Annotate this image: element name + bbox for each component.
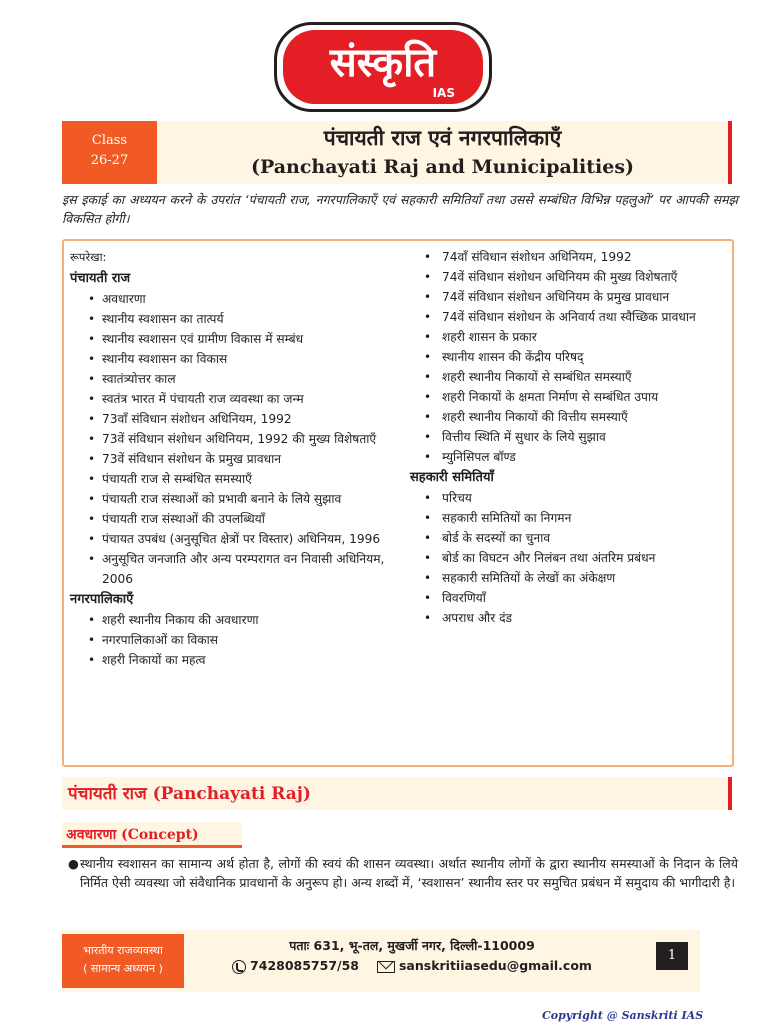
footer-contact-line — [192, 956, 632, 976]
list-item: • सहकारी समितियों के लेखों का अंकेक्षण — [410, 568, 728, 588]
list-item: • बोर्ड का विघटन और निलंबन तथा अंतरिम प्रबंधन — [410, 548, 728, 568]
list-municipalities — [70, 610, 410, 670]
title-box — [157, 121, 732, 184]
concept-paragraph — [62, 854, 738, 892]
list-item: • स्वातंत्र्योत्तर काल — [70, 369, 410, 389]
list-item: • स्थानीय शासन की केंद्रीय परिषद् — [410, 347, 728, 367]
list-item: • पंचायत उपबंध (अनुसूचित क्षेत्रों पर विस्तार) अधिनियम, 1996 — [70, 529, 410, 549]
logo-sub: IAS — [432, 86, 455, 100]
footer-phone: 7428085757/58 — [250, 958, 359, 973]
phone-icon — [232, 960, 246, 974]
list-item: • स्थानीय स्वशासन का विकास — [70, 349, 410, 369]
class-label: Class — [91, 133, 128, 148]
section-panchayati-raj: पंचायती राज — [70, 271, 131, 286]
list-item: • स्थानीय स्वशासन एवं ग्रामीण विकास में सम्बंध — [70, 329, 410, 349]
concept-heading: अवधारणा (Concept) — [66, 827, 199, 843]
footer-address: पताः 631, भू-तल, मुखर्जी नगर, दिल्ली-110009 — [289, 938, 535, 953]
section-municipalities: नगरपालिकाएँ — [70, 592, 134, 607]
section-cooperatives: सहकारी समितियाँ — [410, 470, 494, 485]
list-item: • शहरी स्थानीय निकायों से सम्बंधित समस्याएँ — [410, 367, 728, 387]
page-number: 1 — [656, 942, 688, 970]
bullet-icon: ● — [68, 856, 79, 871]
list-item: • पंचायती राज संस्थाओं को प्रभावी बनाने के लिये सुझाव — [70, 489, 410, 509]
section-band — [62, 777, 732, 810]
logo — [274, 22, 492, 112]
list-item: • शहरी निकायों के क्षमता निर्माण से सम्बंधित उपाय — [410, 387, 728, 407]
list-item: • 74वाँ संविधान संशोधन अधिनियम, 1992 — [410, 247, 728, 267]
list-item: • बोर्ड के सदस्यों का चुनाव — [410, 528, 728, 548]
footer-contact — [192, 936, 632, 976]
list-item: • स्वतंत्र भारत में पंचायती राज व्यवस्था का जन्म — [70, 389, 410, 409]
paragraph-text: स्थानीय स्वशासन का सामान्य अर्थ होता है, लोगों की स्वयं की शासन व्यवस्था। अर्थात स्थानीय लोगों के द्वारा स्थानीय समस्याओं के निदान के लिये निर्मित ऐसी व्यवस्था जो संवैधानिक प्रावधानों के अनुरूप हो। अन्य शब्दों में, ‘स्वशासन’ स्थानीय स्तर पर समुचित प्रबंधन में समुदाय की भागीदारी है। — [80, 856, 738, 890]
footer-subject-line1: भारतीय राजव्यवस्था — [83, 944, 163, 957]
list-item: • 74वें संविधान संशोधन अधिनियम की मुख्य विशेषताएँ — [410, 267, 728, 287]
list-cooperatives — [410, 488, 728, 628]
list-item: • अनुसूचित जनजाति और अन्य परम्परागत वन निवासी अधिनियम, 2006 — [70, 549, 410, 589]
footer-email: sanskritiiasedu@gmail.com — [398, 958, 592, 973]
list-item: • 73वें संविधान संशोधन के प्रमुख प्रावधान — [70, 449, 410, 469]
intro-text: इस इकाई का अध्ययन करने के उपरांत ‘पंचायती राज, नगरपालिकाएँ एवं सहकारी समितियाँ तथा उससे सम्बंधित विभिन्न पहलुओं’ पर आपकी समझ विकसित होगी। — [62, 192, 738, 226]
footer — [62, 930, 700, 992]
list-item: • अपराध और दंड — [410, 608, 728, 628]
list-item: • अवधारणा — [70, 289, 410, 309]
class-box — [62, 121, 157, 184]
class-number: 26-27 — [90, 153, 129, 168]
list-item: • 73वाँ संविधान संशोधन अधिनियम, 1992 — [70, 409, 410, 429]
logo-text: संस्कृति — [329, 39, 437, 86]
copyright: Copyright @ Sanskriti IAS — [542, 1009, 704, 1022]
list-item: • पंचायती राज संस्थाओं की उपलब्धियाँ — [70, 509, 410, 529]
mail-icon — [377, 961, 395, 973]
list-item: • स्थानीय स्वशासन का तात्पर्य — [70, 309, 410, 329]
list-item: • वित्तीय स्थिति में सुधार के लिये सुझाव — [410, 427, 728, 447]
list-item: • 73वें संविधान संशोधन अधिनियम, 1992 की मुख्य विशेषताएँ — [70, 429, 410, 449]
list-item: • विवरणियाँ — [410, 588, 728, 608]
title-english: (Panchayati Raj and Municipalities) — [250, 156, 635, 178]
list-item: • नगरपालिकाओं का विकास — [70, 630, 410, 650]
list-panchayati-raj — [70, 289, 410, 589]
footer-subject — [62, 934, 184, 988]
list-municipalities-cont — [410, 247, 728, 467]
outline-box — [62, 239, 734, 767]
list-item: • म्युनिसिपल बॉण्ड — [410, 447, 728, 467]
list-item: • 74वें संविधान संशोधन के अनिवार्य तथा स्वैच्छिक प्रावधान — [410, 307, 728, 327]
outline-right-column — [410, 247, 728, 628]
outline-heading: रूपरेखा: — [70, 250, 107, 264]
list-item: • सहकारी समितियों का निगमन — [410, 508, 728, 528]
list-item: • शहरी स्थानीय निकायों की वित्तीय समस्याएँ — [410, 407, 728, 427]
footer-subject-line2: ( सामान्य अध्ययन ) — [83, 962, 163, 975]
concept-heading-box — [62, 822, 242, 848]
title-hindi: पंचायती राज एवं नगरपालिकाएँ — [323, 125, 562, 150]
list-item: • पंचायती राज से सम्बंधित समस्याएँ — [70, 469, 410, 489]
list-item: • शहरी शासन के प्रकार — [410, 327, 728, 347]
chapter-header — [62, 121, 732, 184]
list-item: • 74वें संविधान संशोधन अधिनियम के प्रमुख प्रावधान — [410, 287, 728, 307]
list-item: • शहरी निकायों का महत्व — [70, 650, 410, 670]
outline-left-column — [70, 247, 410, 670]
list-item: • परिचय — [410, 488, 728, 508]
logo-badge — [283, 30, 483, 104]
list-item: • शहरी स्थानीय निकाय की अवधारणा — [70, 610, 410, 630]
section-title: पंचायती राज (Panchayati Raj) — [68, 784, 311, 804]
